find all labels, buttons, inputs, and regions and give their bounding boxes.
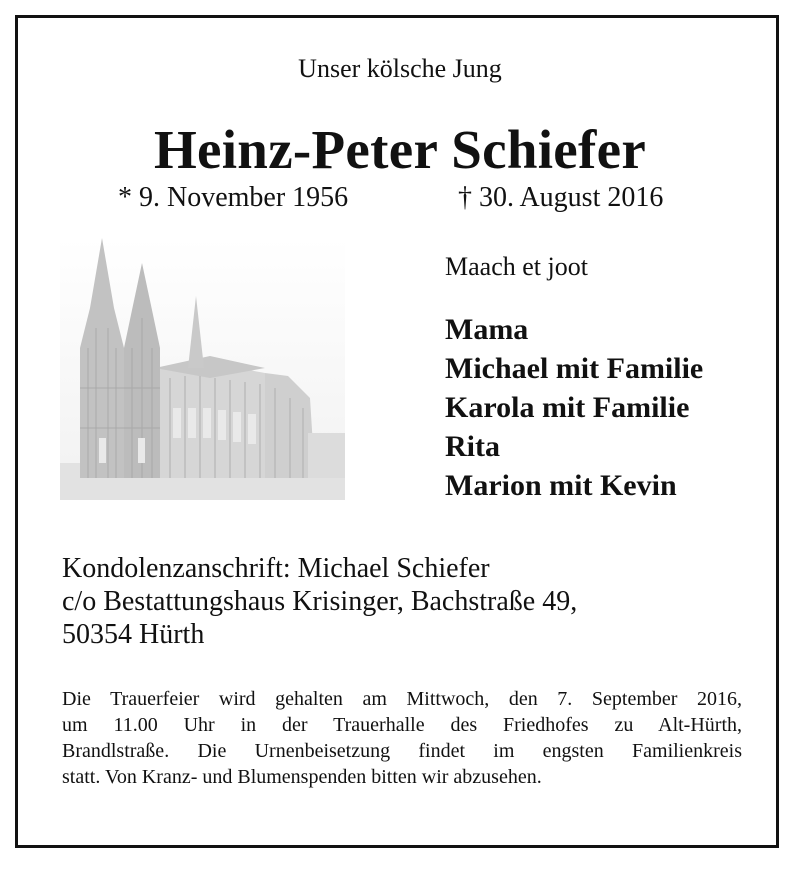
funeral-notice [62, 686, 742, 790]
deceased-name: Heinz-Peter Schiefer [153, 119, 647, 180]
notice-line: Brandlstraße. Die Urnenbeisetzung findet im engsten Familienkreis [62, 740, 742, 762]
family-member: Michael mit Familie [445, 352, 704, 385]
family-list [445, 310, 703, 505]
death-date: † 30. August 2016 [458, 182, 664, 213]
address-line: c/o Bestattungshaus Krisinger, Bachstraße 49, [62, 586, 578, 617]
family-member: Marion mit Kevin [445, 469, 677, 502]
tagline: Unser kölsche Jung [298, 54, 502, 83]
family-member: Mama [445, 313, 529, 346]
cologne-cathedral-image [60, 238, 345, 500]
notice-line: Die Trauerfeier wird gehalten am Mittwoch, den 7. September 2016, [62, 688, 742, 710]
motto: Maach et joot [445, 252, 588, 281]
family-member: Karola mit Familie [445, 391, 690, 424]
notice-line: statt. Von Kranz- und Blumenspenden bitten wir abzusehen. [62, 766, 542, 788]
condolence-address [62, 552, 577, 651]
notice-line: um 11.00 Uhr in der Trauerhalle des Friedhofes zu Alt-Hürth, [62, 714, 742, 736]
address-line: 50354 Hürth [62, 619, 205, 650]
family-member: Rita [445, 430, 500, 463]
address-line: Kondolenzanschrift: Michael Schiefer [62, 553, 490, 584]
birth-date: * 9. November 1956 [118, 182, 349, 213]
